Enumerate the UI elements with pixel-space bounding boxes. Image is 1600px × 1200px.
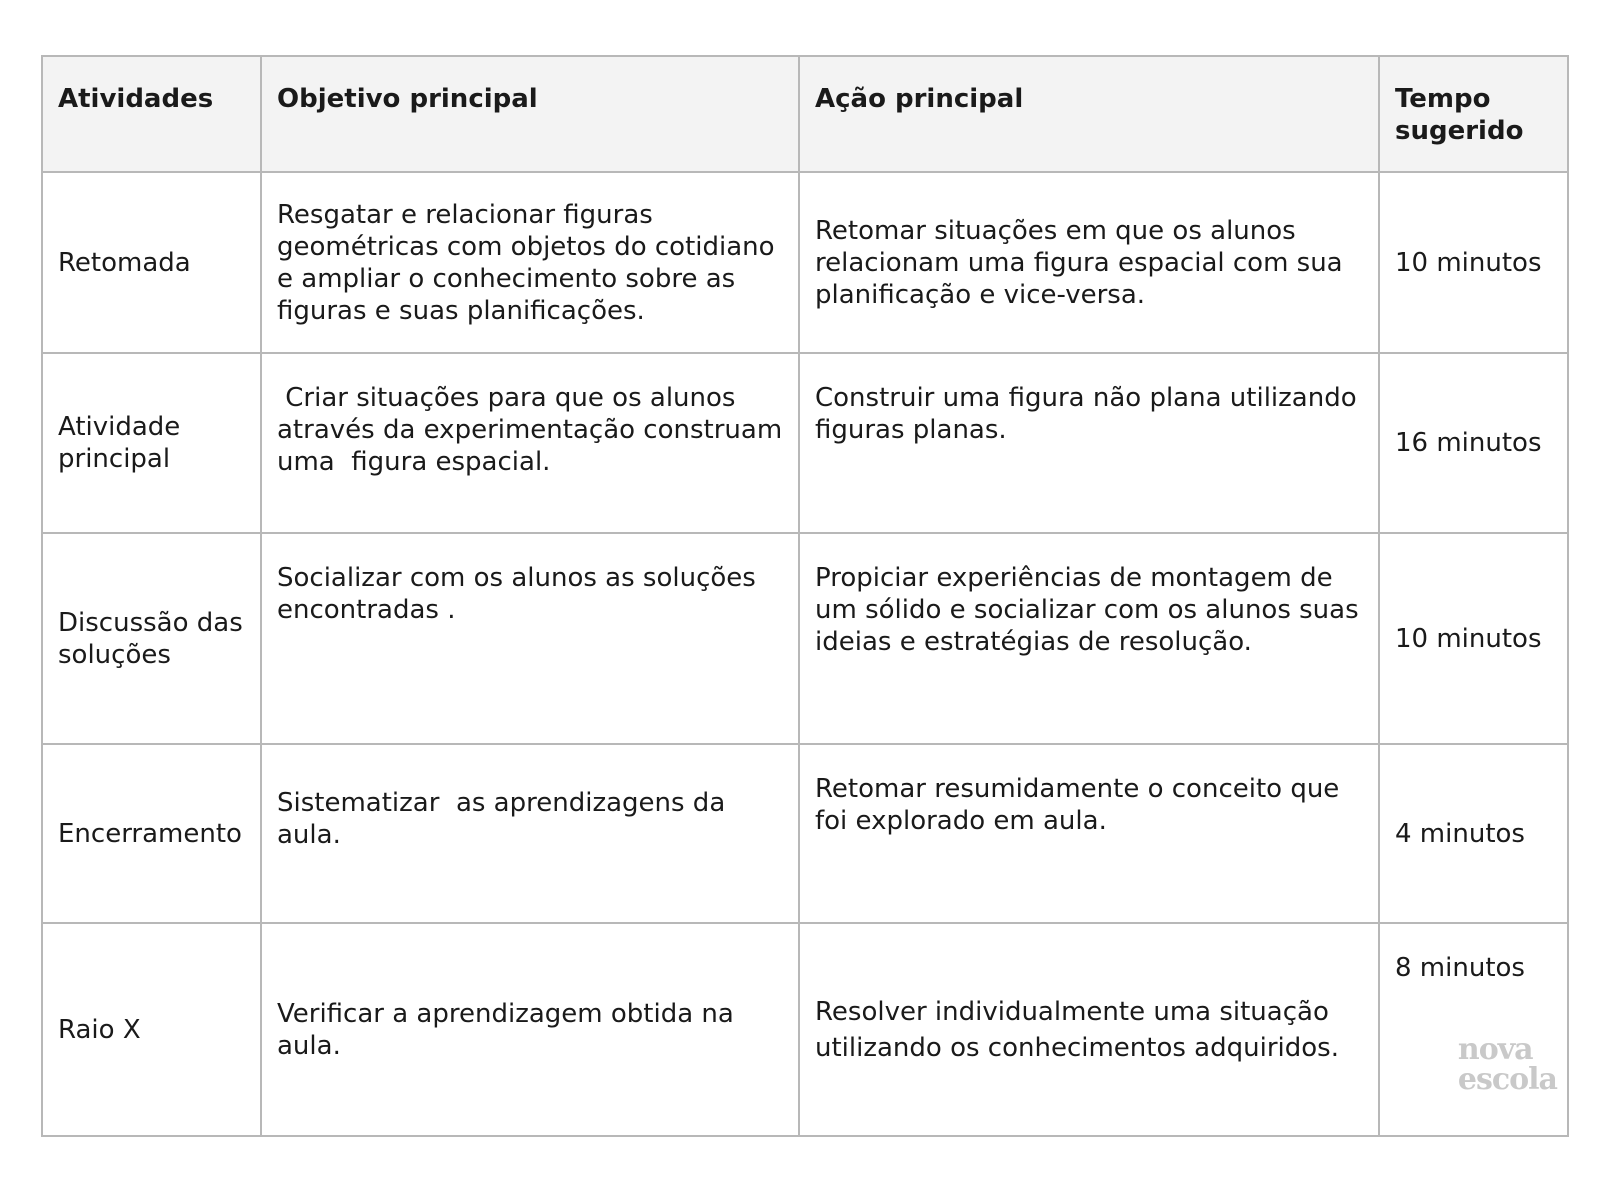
header-atividades: Atividades: [42, 56, 261, 172]
header-objetivo-principal: Objetivo principal: [261, 56, 799, 172]
cell-atividade: Encerramento: [42, 744, 261, 923]
logo-line-1: nova: [1457, 1032, 1533, 1067]
cell-atividade: Raio X: [42, 923, 261, 1136]
cell-acao: Resolver individualmente uma situação utilizando os conhecimentos adquiridos.: [799, 923, 1379, 1136]
cell-atividade: Atividade principal: [42, 353, 261, 533]
header-tempo-sugerido: Tempo sugerido: [1379, 56, 1568, 172]
table-row: [42, 923, 1568, 1136]
table-header-row: [42, 56, 1568, 172]
table-row: [42, 353, 1568, 533]
cell-atividade: Discussão das soluções: [42, 533, 261, 744]
cell-tempo: 10 minutos: [1379, 533, 1568, 744]
cell-acao: Construir uma figura não plana utilizando figuras planas.: [799, 353, 1379, 533]
cell-objetivo: Socializar com os alunos as soluções encontradas .: [261, 533, 799, 744]
table-row: [42, 172, 1568, 353]
cell-objetivo: Criar situações para que os alunos através da experimentação construam uma figura espacial.: [261, 353, 799, 533]
cell-tempo: 8 minutos: [1395, 953, 1525, 983]
cell-objetivo: Verificar a aprendizagem obtida na aula.: [261, 923, 799, 1136]
cell-objetivo: Sistematizar as aprendizagens da aula.: [261, 744, 799, 923]
cell-objetivo: Resgatar e relacionar figuras geométricas com objetos do cotidiano e ampliar o conhecimento sobre as figuras e suas planificações.: [261, 172, 799, 353]
lesson-plan-table: [41, 55, 1569, 1137]
cell-tempo: 10 minutos: [1379, 172, 1568, 353]
cell-tempo-raio-x: [1379, 923, 1568, 1136]
cell-acao: Retomar situações em que os alunos relacionam uma figura espacial com sua planificação e vice-versa.: [799, 172, 1379, 353]
cell-atividade: Retomada: [42, 172, 261, 353]
logo-line-2: escola: [1457, 1062, 1557, 1097]
nova-escola-logo: [1457, 1032, 1557, 1097]
cell-acao: Propiciar experiências de montagem de um sólido e socializar com os alunos suas ideias e estratégias de resolução.: [799, 533, 1379, 744]
cell-acao: Retomar resumidamente o conceito que foi explorado em aula.: [799, 744, 1379, 923]
lesson-plan-table-wrapper: [41, 55, 1567, 1137]
table-row: [42, 744, 1568, 923]
cell-tempo: 16 minutos: [1379, 353, 1568, 533]
table-row: [42, 533, 1568, 744]
cell-tempo: 4 minutos: [1379, 744, 1568, 923]
header-acao-principal: Ação principal: [799, 56, 1379, 172]
